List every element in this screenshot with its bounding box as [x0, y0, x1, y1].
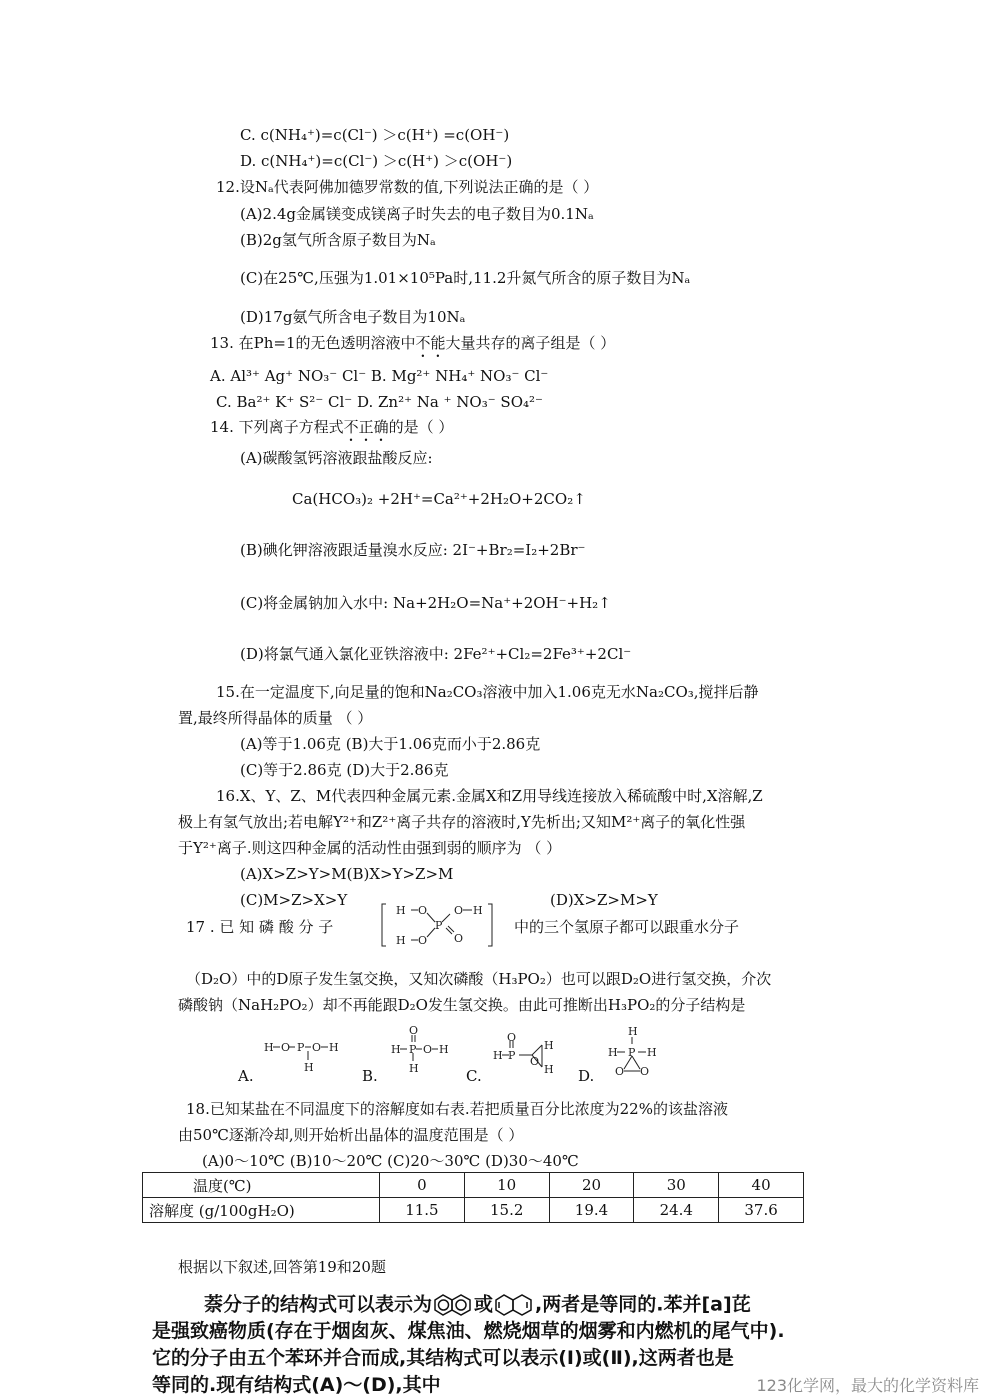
- svg-text:P: P: [297, 1041, 305, 1054]
- svg-text:O: O: [530, 1055, 540, 1068]
- q16-line1: 16.X、Y、Z、M代表四种金属元素.金属X和Z用导线连接放入稀硫酸中时,X溶解,Z: [216, 787, 763, 805]
- q14-stem-emphasis: 不正确: [343, 418, 389, 436]
- q13-stem-post: 大量共存的离子组是（ ）: [445, 334, 616, 352]
- svg-text:H: H: [493, 1049, 503, 1062]
- q17-label-a: A.: [238, 1067, 254, 1085]
- svg-text:O: O: [640, 1065, 650, 1078]
- q13-options-cd: C. Ba²⁺ K⁺ S²⁻ Cl⁻ D. Zn²⁺ Na ⁺ NO₃⁻ SO₄²⁻: [216, 393, 543, 411]
- svg-text:P: P: [508, 1049, 516, 1062]
- svg-text:O: O: [615, 1065, 625, 1078]
- q13-stem-emphasis: 不能: [415, 334, 446, 352]
- svg-text:O: O: [281, 1041, 291, 1054]
- q14-option-a: (A)碳酸氢钙溶液跟盐酸反应:: [240, 449, 433, 467]
- naphthalene-kekule-icon: [493, 1293, 535, 1317]
- q14-option-a-equation: Ca(HCO₃)₂ +2H⁺=Ca²⁺+2H₂O+2CO₂↑: [292, 490, 586, 508]
- q12-option-d: (D)17g氨气所含电子数目为10Nₐ: [240, 308, 466, 326]
- passage-line1-c: ,两者是等同的.苯并[a]芘: [535, 1293, 751, 1316]
- svg-text:H: H: [608, 1046, 618, 1059]
- q13-stem-pre: 13. 在Ph=1的无色透明溶液中: [210, 334, 416, 352]
- svg-text:H: H: [473, 904, 483, 917]
- svg-text:H: H: [391, 1043, 401, 1056]
- q15-line2: 置,最终所得晶体的质量 （ ）: [178, 709, 373, 727]
- svg-text:O: O: [423, 1043, 433, 1056]
- svg-text:H: H: [264, 1041, 274, 1054]
- passage-line1-a: 萘分子的结构式可以表示为: [204, 1293, 433, 1316]
- svg-text:H: H: [304, 1061, 314, 1074]
- passage-line4: 等同的.现有结构式(A)～(D),其中: [152, 1374, 441, 1396]
- q13-stem: [210, 334, 615, 361]
- q17-label-d: D.: [578, 1067, 595, 1085]
- svg-text:P: P: [409, 1043, 417, 1056]
- svg-text:H: H: [439, 1043, 449, 1056]
- q14-stem-post: 的是（ ）: [388, 418, 454, 436]
- svg-text:O: O: [409, 1024, 419, 1037]
- q12-option-a: (A)2.4g金属镁变成镁离子时失去的电子数目为0.1Nₐ: [240, 205, 594, 223]
- table-cell: 40: [719, 1173, 804, 1198]
- q14-stem-pre: 14. 下列离子方程式: [210, 418, 344, 436]
- svg-text:O: O: [454, 904, 464, 917]
- table-cell: 溶解度 (g/100gH₂O): [143, 1198, 380, 1223]
- svg-text:O: O: [418, 904, 428, 917]
- svg-text:H: H: [647, 1046, 657, 1059]
- q14-option-d: (D)将氯气通入氯化亚铁溶液中: 2Fe²⁺+Cl₂=2Fe³⁺+2Cl⁻: [240, 645, 632, 663]
- table-cell: 温度(℃): [143, 1173, 380, 1198]
- q16-option-c: (C)M>Z>X>Y: [240, 891, 348, 909]
- passage-line3: 它的分子由五个苯环并合而成,其结构式可以表示(Ⅰ)或(Ⅱ),这两者也是: [152, 1347, 734, 1369]
- q16-options-ab: (A)X>Z>Y>M(B)X>Y>Z>M: [240, 865, 454, 883]
- structure-d: [604, 1025, 674, 1080]
- q18-options: (A)0～10℃ (B)10～20℃ (C)20～30℃ (D)30～40℃: [202, 1152, 579, 1170]
- q18-line1: 18.已知某盐在不同温度下的溶解度如右表.若把质量百分比浓度为22%的该盐溶液: [186, 1100, 728, 1118]
- svg-text:H: H: [628, 1025, 638, 1038]
- q15-line1: 15.在一定温度下,向足量的饱和Na₂CO₃溶液中加入1.06克无水Na₂CO₃,搅拌后静: [216, 683, 759, 701]
- table-cell: 20: [549, 1173, 634, 1198]
- svg-text:H: H: [396, 904, 406, 917]
- q14-stem: [210, 418, 453, 445]
- q16-option-d: (D)X>Z>M>Y: [550, 891, 658, 909]
- structure-a: [262, 1035, 362, 1075]
- passage-line2: 是强致癌物质(存在于烟囱灰、煤焦油、燃烧烟草的烟雾和内燃机的尾气中).: [152, 1320, 785, 1342]
- q17-label-b: B.: [362, 1067, 378, 1085]
- q11-option-d: D. c(NH₄⁺)=c(Cl⁻) ＞c(H⁺) ＞c(OH⁻): [240, 152, 513, 170]
- phosphoric-acid-structure: [380, 900, 500, 950]
- svg-text:H: H: [329, 1041, 339, 1054]
- q16-line2: 极上有氢气放出;若电解Y²⁺和Z²⁺离子共存的溶液时,Y先析出;又知M²⁺离子的氧化性强: [178, 813, 746, 831]
- table-cell: 15.2: [464, 1198, 549, 1223]
- svg-text:O: O: [418, 934, 428, 947]
- table-cell: 0: [380, 1173, 465, 1198]
- svg-text:H: H: [544, 1063, 554, 1076]
- q18-line2: 由50℃逐渐冷却,则开始析出晶体的温度范围是（ ）: [178, 1126, 524, 1144]
- table-header-row: [143, 1173, 804, 1198]
- table-cell: 37.6: [719, 1198, 804, 1223]
- structure-b: [390, 1025, 470, 1075]
- svg-text:O: O: [312, 1041, 322, 1054]
- svg-text:P: P: [628, 1046, 636, 1059]
- q12-option-b: (B)2g氢气所含原子数目为Nₐ: [240, 231, 436, 249]
- svg-text:O: O: [454, 932, 464, 945]
- q17-line3: 磷酸钠（NaH₂PO₂）却不再能跟D₂O发生氢交换。由此可推断出H₃PO₂的分子结构是: [178, 996, 746, 1014]
- table-cell: 10: [464, 1173, 549, 1198]
- q17-label-c: C.: [466, 1067, 482, 1085]
- q19-20-intro: 根据以下叙述,回答第19和20题: [178, 1258, 386, 1276]
- passage-line1: [204, 1293, 751, 1317]
- solubility-table: [142, 1172, 804, 1223]
- table-row: [143, 1198, 804, 1223]
- q15-options-cd: (C)等于2.86克 (D)大于2.86克: [240, 761, 449, 779]
- q14-option-c: (C)将金属钠加入水中: Na+2H₂O=Na⁺+2OH⁻+H₂↑: [240, 594, 611, 612]
- q12-stem: 12.设Nₐ代表阿佛加德罗常数的值,下列说法正确的是（ ）: [216, 178, 599, 196]
- q17-stem-b: 中的三个氢原子都可以跟重水分子: [514, 918, 740, 936]
- naphthalene-icon: [432, 1293, 474, 1317]
- q17-line2: （D₂O）中的D原子发生氢交换，又知次磷酸（H₃PO₂）也可以跟D₂O进行氢交换，介次: [186, 970, 772, 988]
- q16-line3: 于Y²⁺离子.则这四种金属的活动性由强到弱的顺序为 （ ）: [178, 839, 562, 857]
- table-cell: 19.4: [549, 1198, 634, 1223]
- q17-stem-a: 17 . 已 知 磷 酸 分 子: [186, 918, 334, 936]
- watermark: 123化学网，最大的化学资料库: [756, 1376, 979, 1395]
- q14-option-b: (B)碘化钾溶液跟适量溴水反应: 2I⁻+Br₂=I₂+2Br⁻: [240, 541, 586, 559]
- svg-text:H: H: [396, 934, 406, 947]
- table-cell: 24.4: [634, 1198, 719, 1223]
- svg-text:H: H: [544, 1039, 554, 1052]
- q15-options-ab: (A)等于1.06克 (B)大于1.06克而小于2.86克: [240, 735, 541, 753]
- svg-text:P: P: [435, 919, 443, 932]
- table-cell: 30: [634, 1173, 719, 1198]
- svg-text:O: O: [507, 1031, 517, 1044]
- q13-options-ab: A. Al³⁺ Ag⁺ NO₃⁻ Cl⁻ B. Mg²⁺ NH₄⁺ NO₃⁻ Cl⁻: [210, 367, 549, 385]
- table-cell: 11.5: [380, 1198, 465, 1223]
- q12-option-c: (C)在25℃,压强为1.01×10⁵Pa时,11.2升氮气所含的原子数目为Nₐ: [240, 269, 691, 287]
- q11-option-c: C. c(NH₄⁺)=c(Cl⁻) ＞c(H⁺) =c(OH⁻): [240, 126, 510, 144]
- structure-c: [492, 1031, 572, 1080]
- passage-line1-b: 或: [474, 1293, 494, 1316]
- svg-text:H: H: [409, 1062, 419, 1075]
